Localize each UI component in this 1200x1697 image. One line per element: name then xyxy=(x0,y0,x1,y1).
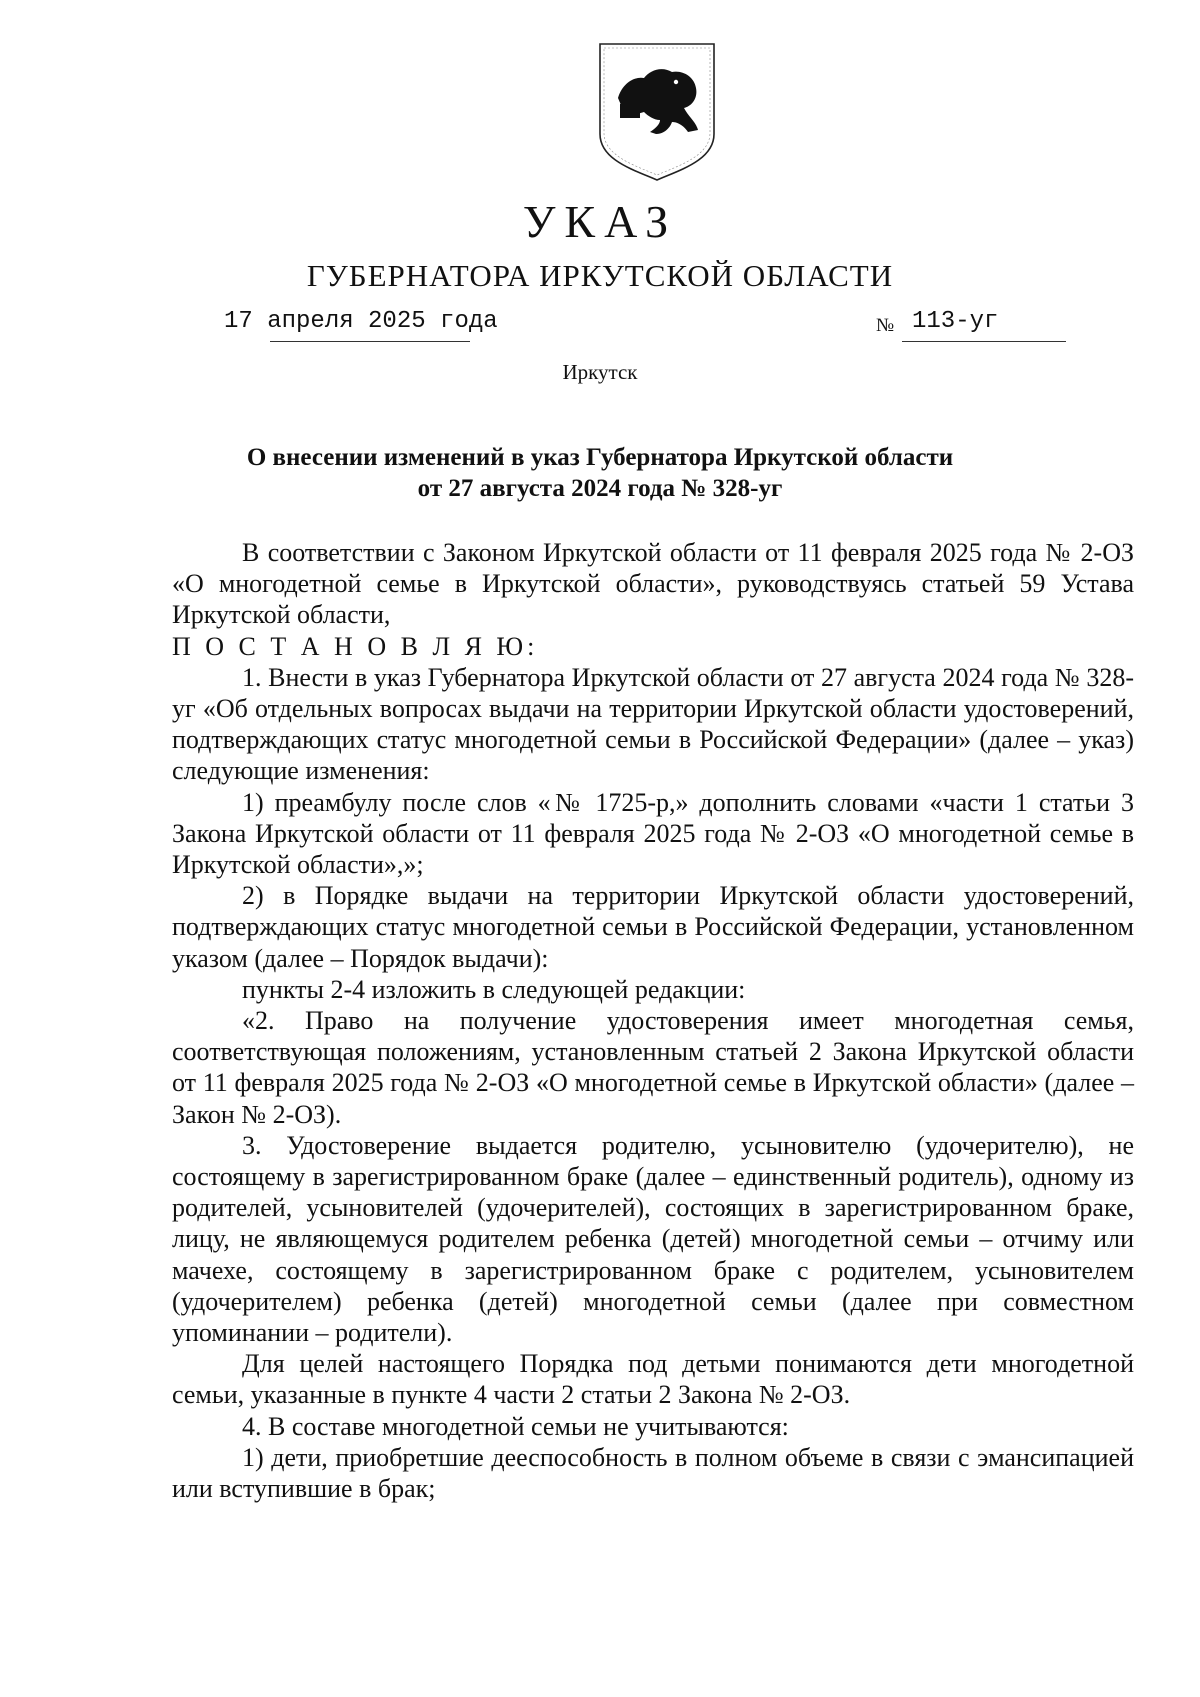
paragraph-item-1: 1. Внести в указ Губернатора Иркутской области от 27 августа 2024 года № 328-уг «Об отдельных вопросах выдачи на территории Иркутской области удостоверений, подтверждающих статус многодетной семьи в Российской Федерации» (далее – указ) следующие изменения: xyxy=(172,662,1134,786)
city: Иркутск xyxy=(562,360,638,384)
paragraph-point-3: 3. Удостоверение выдается родителю, усыновителю (удочерителю), не состоящему в зарегистрированном браке (далее – единственный родитель), одному из родителей, усыновителей (удочерителей), состоящих в зарегистрированном браке, лицу, не являющемуся родителем ребенка (детей) многодетной семьи – отчиму или мачехе, состоящему в зарегистрированном браке с родителем, усыновителем (удочерителем) ребенка (детей) многодетной семьи (далее при совместном упоминании – родители). xyxy=(172,1130,1134,1348)
paragraph-subitem-2: 2) в Порядке выдачи на территории Иркутской области удостоверений, подтверждающих статус многодетной семьи в Российской Федерации, установленном указом (далее – Порядок выдачи): xyxy=(172,881,1134,973)
paragraph-points-intro: пункты 2-4 изложить в следующей редакции: xyxy=(242,974,746,1004)
paragraph-children-definition: Для целей настоящего Порядка под детьми понимаются дети многодетной семьи, указанные в пункте 4 части 2 статьи 2 Закона № 2-ОЗ. xyxy=(172,1349,1134,1410)
number-sign: № xyxy=(876,315,895,336)
paragraph-resolve: П О С Т А Н О В Л Я Ю: xyxy=(172,631,539,661)
paragraph-point-4: 4. В составе многодетной семьи не учитываются: xyxy=(242,1411,789,1441)
document-number: 113-уг xyxy=(912,308,999,335)
paragraph-subitem-1: 1) преамбулу после слов «№ 1725-р,» дополнить словами «части 1 статьи 3 Закона Иркутской области от 11 февраля 2025 года № 2-ОЗ «О многодетной семье в Иркутской области»,»; xyxy=(172,787,1134,880)
paragraph-preamble: В соответствии с Законом Иркутской области от 11 февраля 2025 года № 2-ОЗ «О многодетной семье в Иркутской области», руководствуясь статьей 59 Устава Иркутской области, xyxy=(172,538,1134,630)
document-type-title: УКАЗ xyxy=(522,196,678,247)
document-heading xyxy=(150,442,1050,504)
issuer-title: ГУБЕРНАТОРА ИРКУТСКОЙ ОБЛАСТИ xyxy=(306,258,894,293)
number-underline xyxy=(902,341,1066,342)
coat-of-arms-icon xyxy=(598,42,716,182)
paragraph-point-2: «2. Право на получение удостоверения имеет многодетная семья, соответствующая положениям, установленным статьей 2 Закона Иркутской области от 11 февраля 2025 года № 2-ОЗ «О многодетной семье в Иркутской области» (далее – Закон № 2-ОЗ). xyxy=(172,1006,1134,1129)
document-date: 17 апреля 2025 года xyxy=(224,308,498,335)
document-body xyxy=(172,537,1134,1504)
date-underline xyxy=(270,341,470,342)
heading-line-2: от 27 августа 2024 года № 328-уг xyxy=(417,475,783,502)
heading-line-1: О внесении изменений в указ Губернатора Иркутской области xyxy=(246,444,954,471)
paragraph-point-4-subitem-1: 1) дети, приобретшие дееспособность в полном объеме в связи с эмансипацией или вступившие в брак; xyxy=(172,1442,1134,1504)
